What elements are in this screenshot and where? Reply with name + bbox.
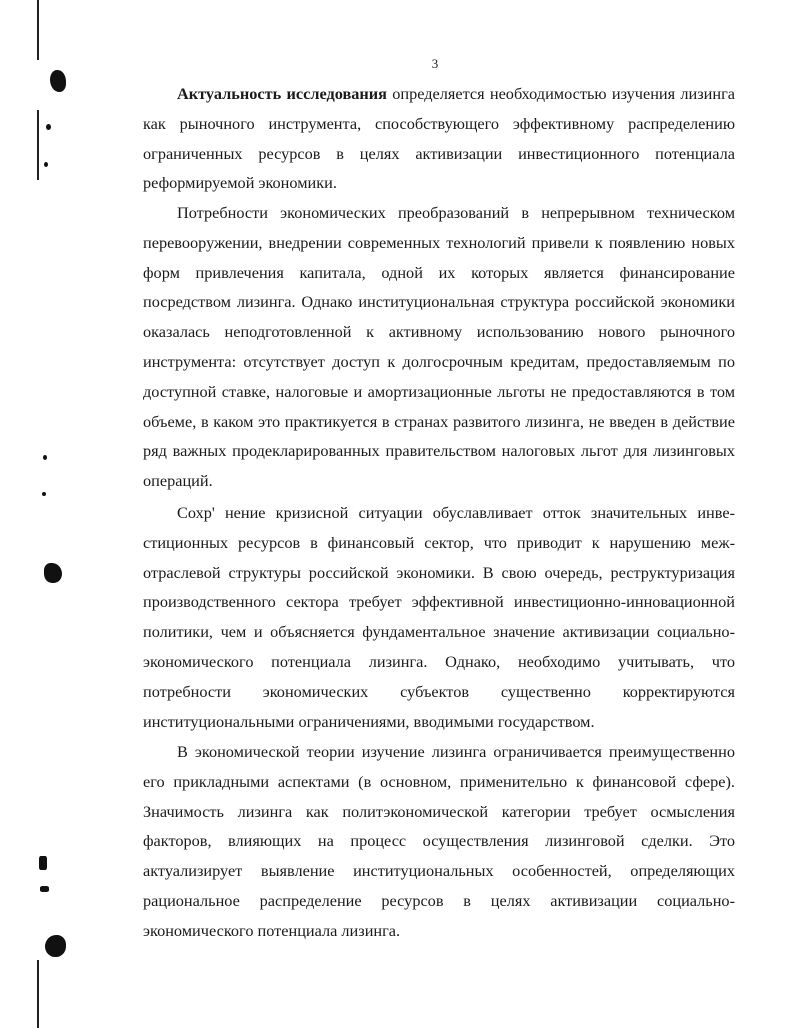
scan-edge-line-top: [37, 0, 39, 60]
page-number: 3: [431, 56, 439, 71]
ink-dot: [44, 162, 48, 167]
paragraph-text: В экономической теории изучение лизинга ограничивается преимущественно его прикладными аспектами (в основном, применительно к финансовой сфере). Значимость лизинга как политэкономической категории требует осмысления факторов, влияющих на процесс осуществления лизинговой сделки. Это актуализирует выявление институциональных особенностей, определяющих рациональное распределение ресурсов в целях активизации социально-экономического потенциала лизинга.: [143, 742, 735, 940]
ink-dot: [42, 492, 46, 496]
paragraph-text: Сохр' нение кризисной ситуации обуславливает отток значительных инвестиционных ресурсов в финансовый сектор, что приводит к нарушению межотраслевой структуры российской экономики. В свою очередь, реструктуризация производственного сектора требует эффективной инвестиционно-инновационной политики, чем и объясняется фундаментальное значение активизации социально-экономического потенциала лизинга. Однако, необходимо учитывать, что потребности экономических субъектов существенно корректируются институциональными ограничениями, вводимыми государством.: [143, 503, 735, 731]
ink-mark: [40, 886, 49, 892]
paragraph-relevance: [143, 79, 735, 198]
paragraph-text: определяется необходимостью изучения лизинга как рыночного инструмента, способствующего эффективному распределению ограниченных ресурсов в целях активизации инвестиционного потенциала реформируемой экономики.: [143, 84, 735, 193]
scan-edge-line-bottom: [37, 960, 39, 1028]
scan-edge-line-mid: [37, 110, 39, 180]
ink-dot: [43, 455, 47, 460]
ink-blot: [50, 70, 66, 92]
paragraph-text: Потребности экономических преобразований в непрерывном техническом перевооружении, внедрении современных технологий привели к появлению новых форм привлечения капитала, одной их которых является финансирование посредством лизинга. Однако институциональная структура российской экономики оказалась неподготовленной к активному использованию нового рыночного инструмента: отсутствует доступ к долгосрочным кредитам, предоставляемым по доступной ставке, налоговые и амортизационные льготы не предоставляются в том объеме, в каком это практикуется в странах развитого лизинга, не введен в действие ряд важных продекларированных правительством налоговых льгот для лизинговых операций.: [143, 203, 735, 491]
ink-blot: [44, 563, 62, 583]
paragraph-theory: [143, 737, 735, 946]
paragraph-needs: [143, 198, 735, 496]
ink-mark: [39, 856, 47, 870]
paragraph-crisis: [143, 498, 735, 736]
ink-blot: [45, 935, 66, 957]
ink-dot: [46, 124, 51, 130]
paragraph-lead-bold: Актуальность исследования: [177, 84, 387, 103]
